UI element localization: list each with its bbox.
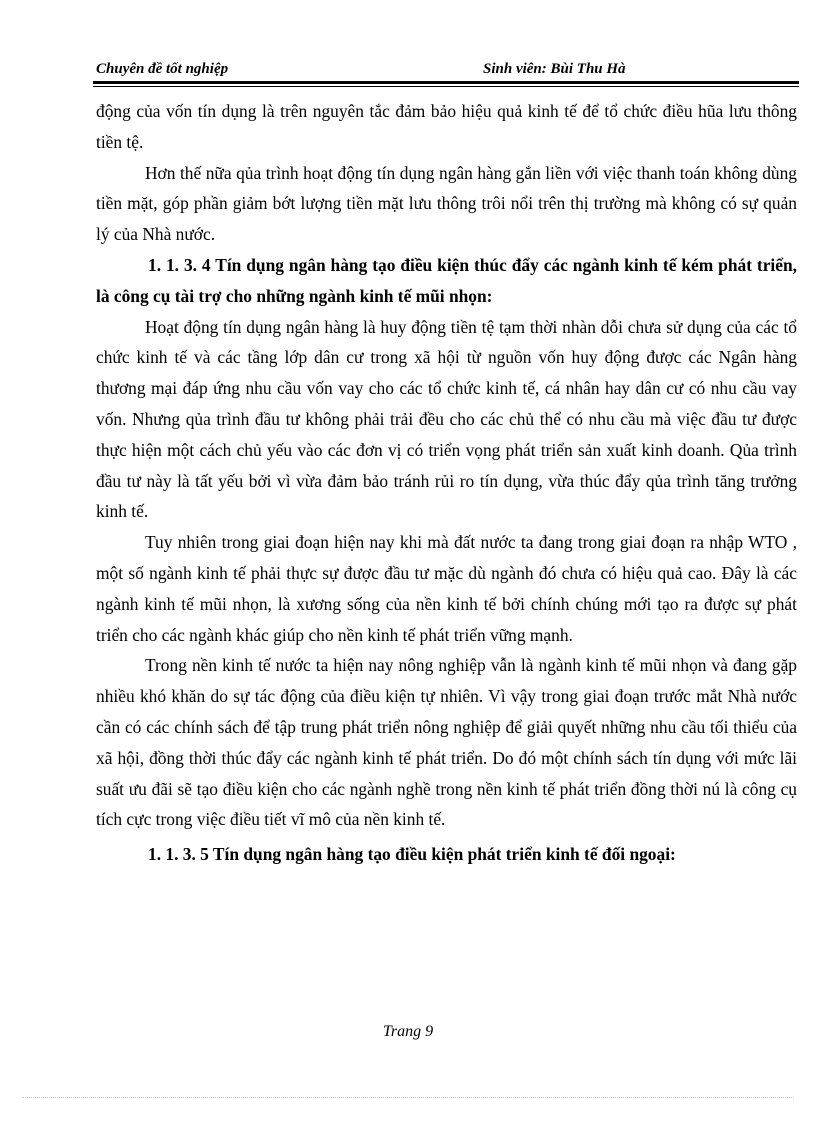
header-rule-thin bbox=[93, 86, 799, 87]
paragraph: Trong nền kinh tế nước ta hiện nay nông nghiệp vẫn là ngành kinh tế mũi nhọn và đang gặp nhiều khó khăn do sự tác động của điều kiện tự nhiên. Vì vậy trong giai đoạn trước mắt Nhà nước cần có các chính sách để tập trung phát triển nông nghiệp để giải quyết những nhu cầu tối thiểu của xã hội, đồng thời thúc đẩy các ngành kinh tế phát triển. Do đó một chính sách tín dụng với mức lãi suất ưu đãi sẽ tạo điều kiện cho các ngành nghề trong nền kinh tế phát triển đồng thời nú là công cụ tích cực trong việc điều tiết vĩ mô của nền kinh tế. bbox=[96, 655, 797, 830]
page-bottom-divider bbox=[22, 1097, 794, 1098]
page-number: Trang 9 bbox=[382, 1023, 434, 1040]
header-course-title: Chuyên đề tốt nghiệp bbox=[96, 61, 229, 77]
paragraph: Tuy nhiên trong giai đoạn hiện nay khi mà đất nước ta đang trong giai đoạn ra nhập WTO , một số ngành kinh tế phải thực sự được đầu tư mặc dù ngành đó chưa có hiệu quả cao. Đây là các ngành kinh tế mũi nhọn, là xương sống của nền kinh tế bởi chính chúng mới tạo ra được sự phát triển cho các ngành khác giúp cho nền kinh tế phát triển vững mạnh. bbox=[96, 532, 797, 645]
document-body bbox=[96, 96, 797, 870]
page-header bbox=[93, 58, 799, 82]
paragraph-continuation: động của vốn tín dụng là trên nguyên tắc đảm bảo hiệu quả kinh tế để tổ chức điều hũa lưu thông tiền tệ. bbox=[96, 101, 797, 152]
section-heading-1-1-3-4: 1. 1. 3. 4 Tín dụng ngân hàng tạo điều kiện thúc đẩy các ngành kinh tế kém phát triển, là công cụ tài trợ cho những ngành kinh tế mũi nhọn: bbox=[96, 254, 797, 306]
header-student-name: Sinh viên: Bùi Thu Hà bbox=[483, 61, 626, 77]
header-rule-thick bbox=[93, 81, 799, 84]
paragraph: Hoạt động tín dụng ngân hàng là huy động tiền tệ tạm thời nhàn dỗi chưa sử dụng của các tổ chức kinh tế và các tầng lớp dân cư trong xã hội từ nguồn vốn huy động được các Ngân hàng thương mại đáp ứng nhu cầu vốn vay cho các tổ chức kinh tế, cá nhân hay dân cư có nhu cầu vay vốn. Nhưng qủa trình đầu tư không phải trải đều cho các chủ thể có nhu cầu mà việc đầu tư được thực hiện một cách chủ yếu vào các đơn vị có triển vọng phát triển sản xuất kinh doanh. Qủa trình đầu tư này là tất yếu bởi vì vừa đảm bảo tránh rủi ro tín dụng, vừa thúc đẩy qủa trình tăng trưởng kinh tế. bbox=[96, 316, 797, 522]
section-heading-1-1-3-5: 1. 1. 3. 5 Tín dụng ngân hàng tạo điều kiện phát triển kinh tế đối ngoại: bbox=[148, 844, 676, 865]
paragraph: Hơn thế nữa qủa trình hoạt động tín dụng ngân hàng gắn liền với việc thanh toán không dùng tiền mặt, góp phần giảm bớt lượng tiền mặt lưu thông trôi nổi trên thị trường mà không có sự quản lý của Nhà nước. bbox=[96, 162, 797, 245]
